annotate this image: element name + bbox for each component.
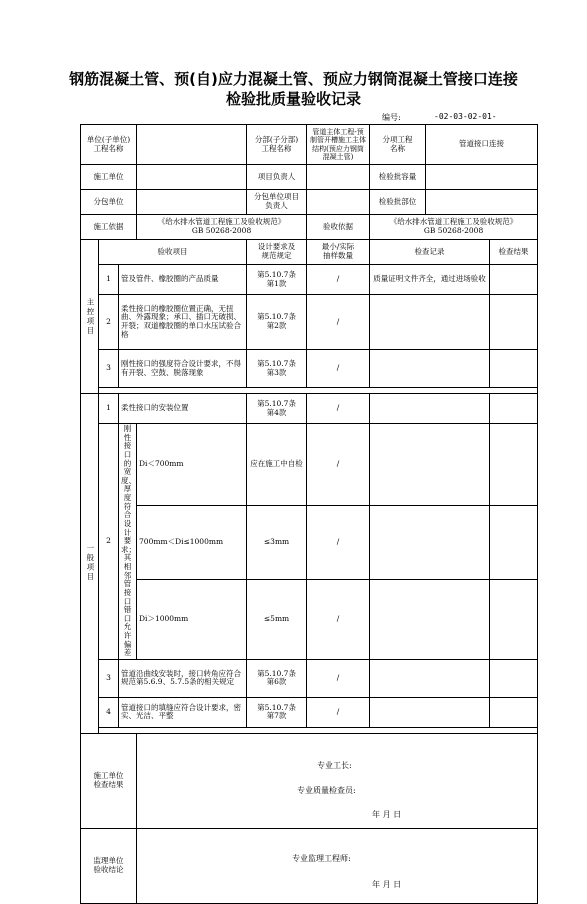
- item-sample[interactable]: /: [307, 697, 370, 727]
- item-result[interactable]: [490, 659, 538, 697]
- item-record[interactable]: [370, 580, 490, 659]
- contractor-value[interactable]: [137, 165, 247, 190]
- table-row: [81, 394, 538, 424]
- item-record[interactable]: [370, 350, 490, 388]
- column-header-sample: 最小/实际 抽样数量: [307, 240, 370, 265]
- item-number: 3: [99, 350, 119, 388]
- column-header-record: 检查记录: [370, 240, 490, 265]
- division-name-label: 分部(子分部) 工程名称: [247, 125, 307, 165]
- quality-inspector-label: 专业质量检查员:: [297, 785, 356, 795]
- item-number: 3: [99, 659, 119, 697]
- item-sample[interactable]: /: [307, 265, 370, 295]
- item-sample[interactable]: /: [307, 580, 370, 659]
- item-result[interactable]: [490, 424, 538, 506]
- construction-basis-label: 施工依据: [81, 215, 137, 240]
- column-header-design: 设计要求及 规范规定: [247, 240, 307, 265]
- code-value: -02-03-02-01-: [434, 112, 497, 121]
- general-group-label: 一般项目: [81, 394, 99, 734]
- foreman-label: 专业工长:: [317, 760, 352, 770]
- column-header-result: 检查结果: [490, 240, 538, 265]
- item-sample[interactable]: /: [307, 295, 370, 350]
- table-row: [81, 265, 538, 295]
- item-spec: 第5.10.7条 第2款: [247, 295, 307, 350]
- item-number: 1: [99, 394, 119, 424]
- item-result[interactable]: [490, 265, 538, 295]
- item-number: 2: [99, 295, 119, 350]
- item-description: 管及管件、橡胶圈的产品质量: [119, 265, 247, 295]
- item-description: 刚性接口的宽度、厚度符合设计要求；其相邻管接口错口允许偏差: [119, 424, 137, 660]
- table-row: [81, 295, 538, 350]
- subitem-name-value: 管道接口连接: [426, 125, 538, 165]
- item-result[interactable]: [490, 350, 538, 388]
- sub-pm-label: 分包单位项目 负责人: [247, 190, 307, 215]
- acceptance-basis-value: 《给水排水管道工程施工及验收规范》 GB 50268-2008: [370, 215, 538, 240]
- item-sample[interactable]: /: [307, 505, 370, 579]
- item-spec: 第5.10.7条 第6款: [247, 659, 307, 697]
- item-record[interactable]: 质量证明文件齐全，通过进场验收: [370, 265, 490, 295]
- supervising-engineer-label: 专业监理工程师:: [292, 853, 351, 863]
- contractor-check-label: 施工单位 检查结果: [81, 733, 137, 828]
- acceptance-basis-label: 验收依据: [307, 215, 370, 240]
- column-header-item: 验收项目: [99, 240, 247, 265]
- item-description: 柔性接口的安装位置: [119, 394, 247, 424]
- sub-pm-value[interactable]: [307, 190, 370, 215]
- project-manager-value[interactable]: [307, 165, 370, 190]
- item-description: 柔性接口的橡胶圈位置正确，无扭曲、外露现象；承口、插口无破损、开裂；双道橡胶圈的单口水压试验合格: [119, 295, 247, 350]
- item-result[interactable]: [490, 580, 538, 659]
- item-condition: 700mm＜Di≤1000mm: [137, 505, 247, 579]
- table-row: [81, 424, 538, 506]
- code-label: 编号:: [382, 113, 401, 122]
- subcontractor-label: 分包单位: [81, 190, 137, 215]
- item-condition: Di＞1000mm: [137, 580, 247, 659]
- batch-part-value[interactable]: [426, 190, 538, 215]
- inspection-form-table: [80, 124, 538, 904]
- subcontractor-value[interactable]: [137, 190, 247, 215]
- item-spec: 应在施工中自检: [247, 424, 307, 506]
- supervisor-date-label: 年 月 日: [372, 879, 402, 889]
- item-sample[interactable]: /: [307, 394, 370, 424]
- item-number: 1: [99, 265, 119, 295]
- item-sample[interactable]: /: [307, 424, 370, 506]
- item-spec: ≤5mm: [247, 580, 307, 659]
- contractor-check-area[interactable]: [137, 733, 538, 828]
- project-manager-label: 项目负责人: [247, 165, 307, 190]
- table-row: [81, 659, 538, 697]
- supervisor-check-label: 监理单位 验收结论: [81, 828, 137, 903]
- item-spec: 第5.10.7条 第1款: [247, 265, 307, 295]
- item-description: 管道接口的填缝应符合设计要求，密实、光洁、平整: [119, 697, 247, 727]
- main-control-group-label: 主控项目: [81, 240, 99, 394]
- table-row: [81, 505, 538, 579]
- construction-basis-value: 《给水排水管道工程施工及验收规范》 GB 50268-2008: [137, 215, 307, 240]
- item-spec: 第5.10.7条 第3款: [247, 350, 307, 388]
- item-condition: Di＜700mm: [137, 424, 247, 506]
- contractor-label: 施工单位: [81, 165, 137, 190]
- item-sample[interactable]: /: [307, 350, 370, 388]
- item-spec: ≤3mm: [247, 505, 307, 579]
- item-result[interactable]: [490, 394, 538, 424]
- item-description: 管道沿曲线安装时，接口转角应符合规范第5.6.9、5.7.5条的相关规定: [119, 659, 247, 697]
- item-record[interactable]: [370, 394, 490, 424]
- table-row: [81, 697, 538, 727]
- contractor-date-label: 年 月 日: [372, 809, 402, 819]
- unit-name-label: 单位(子单位) 工程名称: [81, 125, 137, 165]
- item-result[interactable]: [490, 505, 538, 579]
- document-title-line2: 检验批质量验收记录: [225, 90, 361, 108]
- table-row: [81, 350, 538, 388]
- batch-part-label: 检验批部位: [370, 190, 426, 215]
- item-record[interactable]: [370, 295, 490, 350]
- division-name-value: 管道主体工程-预制管开槽施工主体结构(预应力钢筒混凝土管): [307, 125, 370, 165]
- table-row: [81, 580, 538, 659]
- item-number: 4: [99, 697, 119, 727]
- item-result[interactable]: [490, 295, 538, 350]
- unit-name-value[interactable]: [137, 125, 247, 165]
- batch-capacity-label: 检验批容量: [370, 165, 426, 190]
- item-number: 2: [99, 424, 119, 660]
- batch-capacity-value[interactable]: [426, 165, 538, 190]
- document-title-line1: 钢筋混凝土管、预(自)应力混凝土管、预应力钢筒混凝土管接口连接: [69, 70, 518, 88]
- item-sample[interactable]: /: [307, 659, 370, 697]
- item-record[interactable]: [370, 659, 490, 697]
- item-record[interactable]: [370, 505, 490, 579]
- item-result[interactable]: [490, 697, 538, 727]
- item-spec: 第5.10.7条 第7款: [247, 697, 307, 727]
- item-spec: 第5.10.7条 第4款: [247, 394, 307, 424]
- item-description: 刚性接口的强度符合设计要求，不得有开裂、空鼓、脱落现象: [119, 350, 247, 388]
- item-record[interactable]: [370, 697, 490, 727]
- supervisor-check-area[interactable]: [137, 828, 538, 903]
- item-record[interactable]: [370, 424, 490, 506]
- subitem-name-label: 分项工程 名称: [370, 125, 426, 165]
